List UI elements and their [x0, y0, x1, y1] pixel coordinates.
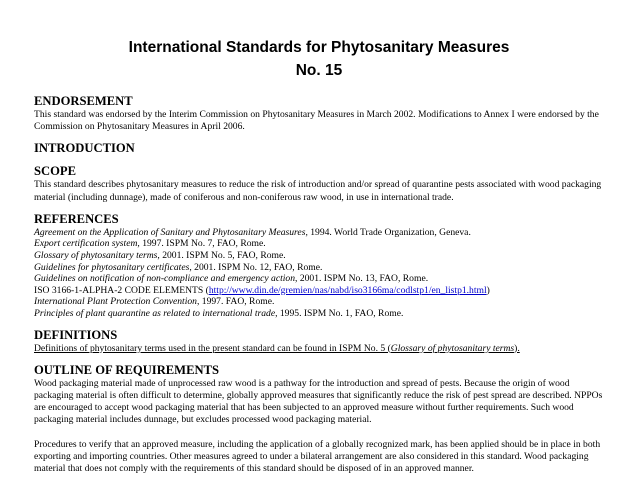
reference-title: Guidelines on notification of non-compliance and emergency action	[34, 273, 296, 285]
definitions-heading: DEFINITIONS	[34, 327, 118, 342]
reference-detail: , 2001. ISPM No. 5, FAO, Rome.	[157, 250, 286, 261]
reference-item	[34, 238, 604, 250]
introduction-section	[34, 141, 604, 156]
definitions-text[interactable]	[34, 343, 604, 355]
reference-title: International Plant Protection Convention	[34, 296, 197, 308]
definitions-text-start: Definitions of phytosanitary terms used in the present standard can be found in ISPM No. 5 (	[34, 342, 391, 354]
references-list	[34, 227, 604, 320]
endorsement-section	[34, 94, 604, 133]
outline-paragraph-2: Procedures to verify that an approved measure, including the application of a globally recognized mark, has been applied should be in place in both exporting and importing countries. Other measures agreed to under a bilateral arrangement are also considered in this standard. Wood packaging material that does not comply with the requirements of this standard should be disposed of in an approved manner.	[34, 438, 601, 474]
glossary-title: Glossary of phytosanitary terms	[390, 342, 515, 354]
introduction-heading: INTRODUCTION	[34, 141, 135, 156]
outline-paragraph-1: Wood packaging material made of unprocessed raw wood is a pathway for the introduction and spread of pests. Because the origin of wood packaging material is often difficult to determine, globally approved measures that significantly reduce the risk of pest spread are described. NPPOs are encouraged to accept wood packaging material that has been subjected to an approved measure without further requirements. Such wood packaging material includes dunnage, but excludes processed wood packaging material.	[34, 377, 603, 426]
reference-detail: , 1997. ISPM No. 7, FAO, Rome.	[137, 238, 266, 250]
reference-item	[34, 250, 604, 262]
iso-codes-link[interactable]: http://www.din.de/gremien/nas/nabd/iso3166ma/codlstp1/en_listp1.html	[208, 284, 487, 296]
reference-detail: , 1995. ISPM No. 1, FAO, Rome.	[275, 307, 404, 319]
reference-item	[34, 285, 604, 297]
reference-item	[34, 273, 604, 285]
reference-detail: , 2001. ISPM No. 13, FAO, Rome.	[295, 273, 429, 285]
references-section	[34, 212, 604, 320]
reference-item	[34, 308, 604, 320]
reference-title: Guidelines for phytosanitary certificates	[34, 261, 190, 273]
reference-item	[34, 296, 604, 308]
scope-section	[34, 164, 604, 203]
reference-title: Principles of plant quarantine as related to international trade	[34, 307, 276, 319]
references-heading: REFERENCES	[34, 211, 119, 226]
reference-detail: ISO 3166-1-ALPHA-2 CODE ELEMENTS (	[34, 284, 209, 296]
endorsement-heading: ENDORSEMENT	[34, 94, 133, 108]
reference-detail: , 2001. ISPM No. 12, FAO, Rome.	[189, 261, 323, 273]
reference-item	[34, 262, 604, 274]
scope-heading: SCOPE	[34, 164, 76, 179]
definitions-text-end: ).	[514, 342, 520, 354]
endorsement-text: This standard was endorsed by the Interim Commission on Phytosanitary Measures in March 2002. Modifications to Annex I were endorsed by the Commission on Phytosanitary Measures in April 2006.	[34, 109, 599, 133]
reference-detail: , 1997. FAO, Rome.	[196, 296, 275, 308]
reference-title: Export certification system	[34, 238, 138, 250]
page-title-line2: No. 15	[295, 62, 343, 79]
reference-title: Agreement on the Application of Sanitary and Phytosanitary Measures	[34, 226, 306, 238]
page-title-line1: International Standards for Phytosanitary Measures	[128, 39, 510, 56]
reference-detail-end: )	[486, 284, 490, 296]
reference-detail: , 1994. World Trade Organization, Geneva.	[305, 226, 471, 238]
reference-item	[34, 227, 604, 239]
definitions-section	[34, 328, 604, 355]
paragraph-gap	[34, 427, 604, 439]
outline-section	[34, 363, 604, 475]
outline-heading: OUTLINE OF REQUIREMENTS	[34, 362, 219, 377]
scope-text: This standard describes phytosanitary measures to reduce the risk of introduction and/or spread of quarantine pests associated with wood packaging material (including dunnage), made of coniferous and non-coniferous raw wood, in use in international trade.	[34, 179, 602, 203]
reference-title: Glossary of phytosanitary terms	[34, 250, 158, 261]
